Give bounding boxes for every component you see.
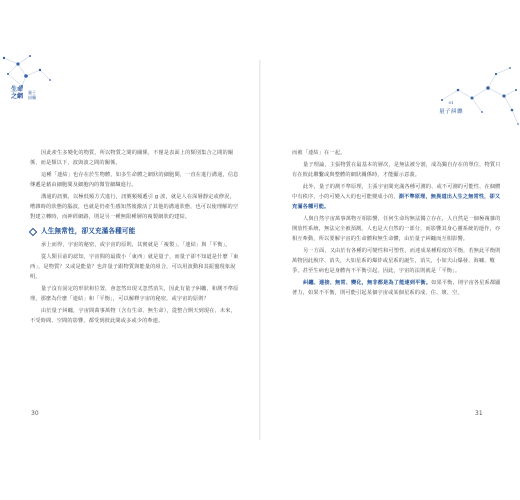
network-logo-icon (412, 60, 520, 150)
highlight-text: 測不準原理，無異道出人生之無常性，卻又充滿各種可能。 (292, 194, 501, 210)
paragraph-text: 如果平衡，則宇宙各星系都顯著力，如果不平衡，則可能引起某個宇宙或某個星系的成、住、壞、空。 (292, 280, 501, 296)
page-number: 30 (31, 410, 39, 417)
paragraph: 量子沒有固定的形狀和位置，會忽然出現又忽然消失，因此有量子糾纏，和測不準原理，那麼為什麼「連結」和「平衡」，可以解釋宇宙的秘密，或宇宙的原則？ (30, 286, 239, 302)
paragraph: 這種「連結」也存在於生物體，如多生命體之網狀的細胞間，一直在進行溝通，信息傳遞是藉由細胞間及細胞內的微管細織進行。 (30, 172, 239, 188)
left-text-column (30, 148, 240, 326)
chapter-title: 量子糾纏 (439, 109, 463, 115)
page-number: 31 (475, 410, 483, 417)
paragraph: 因此產生多變化的物質，所以物質之間的關係，不僅是表面上的類別集合之間的關係，而是類以下，波與波之間的關係。 (30, 150, 234, 166)
paragraph: 從人類目前的認知，宇宙間的最微小「東西」就是量子，而量子卻不知道是什麼「東西」，是物質？又或是能量？也許量子跟物質與能量的組合，可以用波動和其振盪現象說明。 (30, 254, 239, 280)
chapter-number: 01 (448, 100, 454, 105)
paragraph: 溝通的訊號，以極低頻方式進行，訊號頻頻遞引 g 波，就是人在深層靜定或修況，嘈雜時的狀態的腦波，也就是仍產生感知然後激活了其他的溝通狀態，也可以使理解的空對建立轉時，而神經網路，則是另一種無限種層的複製網狀的建結。 (30, 194, 239, 220)
paragraph (292, 182, 502, 212)
right-text-column (292, 148, 502, 298)
right-page (260, 0, 520, 500)
paragraph: 由於量子糾纏，宇宙間萬事萬物（含有生命、無生命），從整合開天到現在、未來，不受時間、空間的影響，都受到彼此間或多或少的牽連。 (30, 308, 236, 324)
logo-title: 生命 之網 (10, 86, 23, 100)
paragraph (292, 278, 502, 298)
logo-subtitle: 量子 糾纏 (28, 90, 36, 100)
paragraph: 人與自然宇宙萬事萬物互相影響，任何生命均無法獨立存在，人自然是一個極複雜的開放性系統，無法完全被預測。人也是大自然的一部分，而影響其身心靈系統的運作，亦相互牽動，所以要解宇宙的生命體和無生命體，由於量子糾纏而互相影響。 (292, 216, 501, 242)
highlight-text: 糾纏、連接、無常、變化，無非都是為了能達到平衡。 (303, 280, 432, 286)
section-heading (30, 227, 240, 236)
diamond-bullet-icon (29, 227, 37, 235)
paragraph: 量子理論，主張物質在最基本的層次，是無法被分割，成為獨自存在的單位，物質只有在彼此聯繫或與整體的網狀關係時，才能顯示意義。 (292, 162, 501, 178)
paragraph: 承上而得，宇宙的秘密，或宇宙的原則，其實就是「複製」、「連結」與「平衡」。 (41, 242, 231, 248)
paragraph: 另一方面，又由於有各種的可變性和可塑性，而達成某種程度的平衡，若無此平衡則萬物因此脫序、消失，大如星系的爆炸或星系的誕生，消失，小如夫山爆發、海嘯、戰爭，甚至生病也是身體內不平衡引起，因此，宇宙的法則就是「平衡」。 (292, 248, 501, 274)
paragraph: 而被「連結」在一起。 (292, 150, 346, 156)
section-title: 人生無常性，卻又充滿各種可能 (41, 227, 136, 235)
paragraph-text: 此外，量子的測不準原理，主張宇宙間充滿各種可測的、或不可測的可能性，在個體中有秩序，小的可變入大的也可能變成小的， (292, 184, 501, 200)
